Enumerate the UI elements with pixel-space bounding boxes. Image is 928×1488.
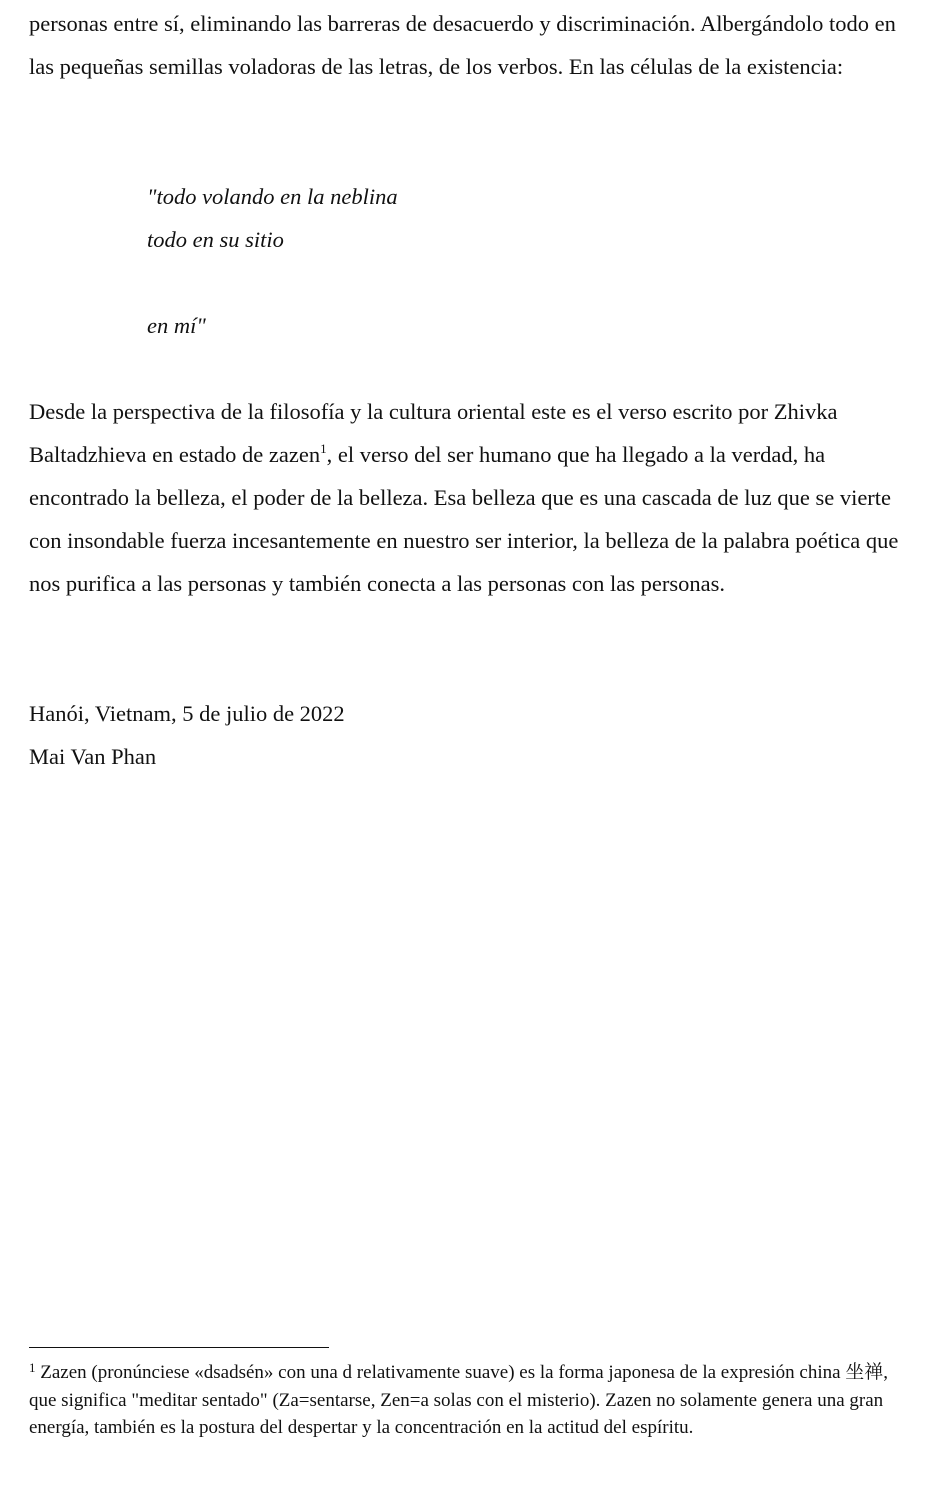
paragraph-intro xyxy=(29,2,909,88)
paragraph-commentary-text-start: Desde la perspectiva de la filosofía y la cultura oriental este es el verso escrito por Zhivka Baltadzhieva en estado de zazen xyxy=(29,399,838,467)
poem-quote xyxy=(147,175,398,347)
footnote-reference[interactable]: 1 xyxy=(320,441,327,456)
poem-line-2: todo en su sitio xyxy=(147,227,284,252)
poem-line-3 xyxy=(147,261,398,304)
footnote-mark: 1 xyxy=(29,1360,36,1375)
paragraph-commentary xyxy=(29,390,909,605)
author-name: Mai Van Phan xyxy=(29,744,157,769)
signature-block xyxy=(29,692,345,778)
poem-line-4: en mí" xyxy=(147,313,206,338)
footnote xyxy=(29,1359,909,1442)
paragraph-commentary-text-end: , el verso del ser humano que ha llegado a la verdad, ha encontrado la belleza, el poder de la belleza. Esa belleza que es una cascada de luz que se vierte con insondable fuerza incesantemente en nuestro ser interior, la belleza de la palabra poética que nos purifica a las personas y también conecta a las personas con las personas. xyxy=(29,442,899,596)
footnote-text: Zazen (pronúnciese «dsadsén» con una d relativamente suave) es la forma japonesa de la expresión china 坐禅, que significa "meditar sentado" (Za=sentarse, Zen=a solas con el misterio). Zazen no solamente genera una gran energía, también es la postura del despertar y la concentración en la actitud del espíritu. xyxy=(29,1362,889,1438)
place-date: Hanói, Vietnam, 5 de julio de 2022 xyxy=(29,701,345,726)
poem-line-1: "todo volando en la neblina xyxy=(147,184,398,209)
paragraph-intro-text: personas entre sí, eliminando las barreras de desacuerdo y discriminación. Albergándolo todo en las pequeñas semillas voladoras de las letras, de los verbos. En las células de la existencia: xyxy=(29,11,896,79)
footnote-separator xyxy=(29,1347,329,1348)
